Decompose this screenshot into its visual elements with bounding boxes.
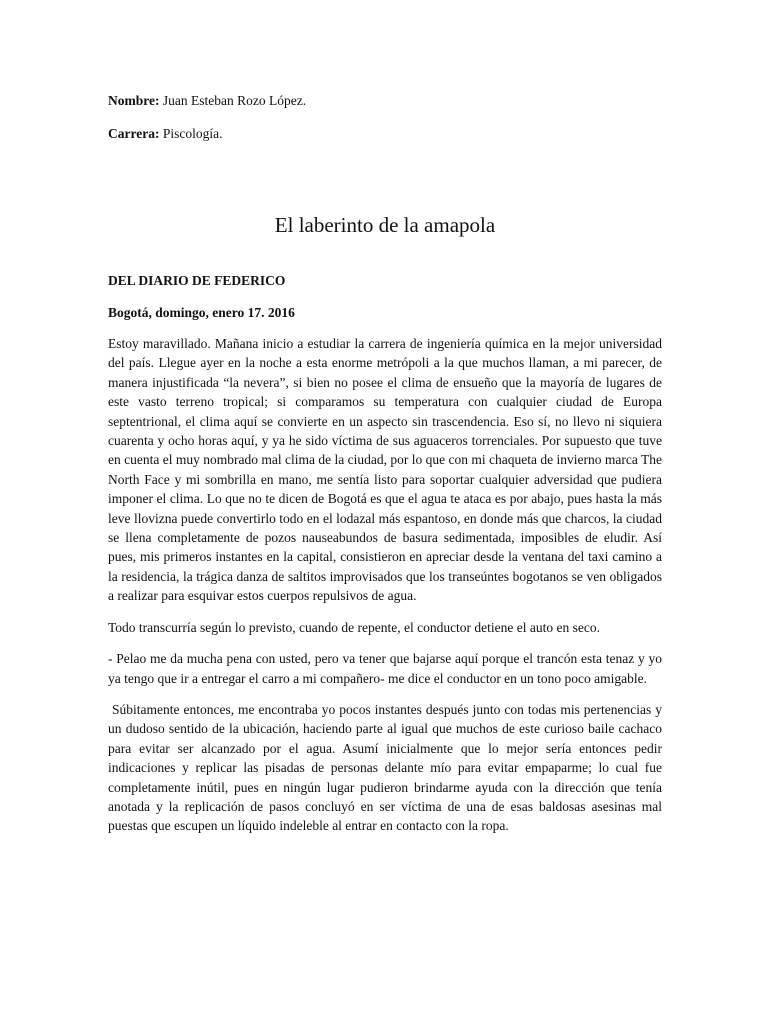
name-label: Nombre: [108,93,160,108]
name-value: Juan Esteban Rozo López. [159,93,307,108]
career-label: Carrera: [108,126,160,141]
paragraph-1: Estoy maravillado. Mañana inicio a estudiar la carrera de ingeniería química en la mejor universidad del país. Llegue ayer en la noche a esta enorme metrópoli a la que muchos llaman, a mi parecer, de manera injustificada “la nevera”, si bien no posee el clima de ensueño que la mayoría de lugares de este vasto terreno tropical; si comparamos su temperatura con cualquier ciudad de Europa septentrional, el clima aquí se convierte en un aspecto sin trascendencia. Eso sí, no llevo ni siquiera cuarenta y ocho horas aquí, y ya he sido víctima de sus aguaceros torrenciales. Por supuesto que tuve en cuenta el muy nombrado mal clima de la ciudad, por lo que con mi chaqueta de invierno marca The North Face y mi sombrilla en mano, me sentía listo para soportar cualquier adversidad que pudiera imponer el clima. Lo que no te dicen de Bogotá es que el agua te ataca es por abajo, pues hasta la más leve llovizna puede convertirlo todo en el lodazal más espantoso, en donde más que charcos, la ciudad se llena completamente de pozos nauseabundos de basura sedimentada, imposibles de eludir. Así pues, mis primeros instantes en la capital, consistieron en apreciar desde la ventana del taxi camino a la residencia, la trágica danza de saltitos improvisados que los transeúntes bogotanos se ven obligados a realizar para esquivar estos cuerpos repulsivos de agua. [108,336,662,604]
section-heading: DEL DIARIO DE FEDERICO [108,273,286,288]
document-title: El laberinto de la amapola [274,213,496,237]
paragraph-3: - Pelao me da mucha pena con usted, pero va tener que bajarse aquí porque el trancón esta tenaz y yo ya tengo que ir a entregar el carro a mi compañero- me dice el conductor en un tono poco amigable. [108,651,662,686]
career-value: Piscología. [159,126,223,141]
student-name-line [108,92,662,110]
date-heading: Bogotá, domingo, enero 17. 2016 [108,305,295,320]
paragraph-4: Súbitamente entonces, me encontraba yo pocos instantes después junto con todas mis pertenencias y un dudoso sentido de la ubicación, haciendo parte al igual que muchos de este curioso baile cachaco para evitar ser alcanzado por el agua. Asumí inicialmente que lo mejor sería entonces pedir indicaciones y replicar las pisadas de personas delante mío para evitar empaparme; lo cual fue completamente inútil, pues en ningún lugar pudieron brindarme ayuda con la dirección que tenía anotada y la replicación de pasos concluyó en ser víctima de una de esas baldosas asesinas mal puestas que escupen un líquido indeleble al entrar en contacto con la ropa. [108,701,662,834]
student-career-line [108,125,662,143]
paragraph-2: Todo transcurría según lo previsto, cuando de repente, el conductor detiene el auto en seco. [108,619,600,635]
